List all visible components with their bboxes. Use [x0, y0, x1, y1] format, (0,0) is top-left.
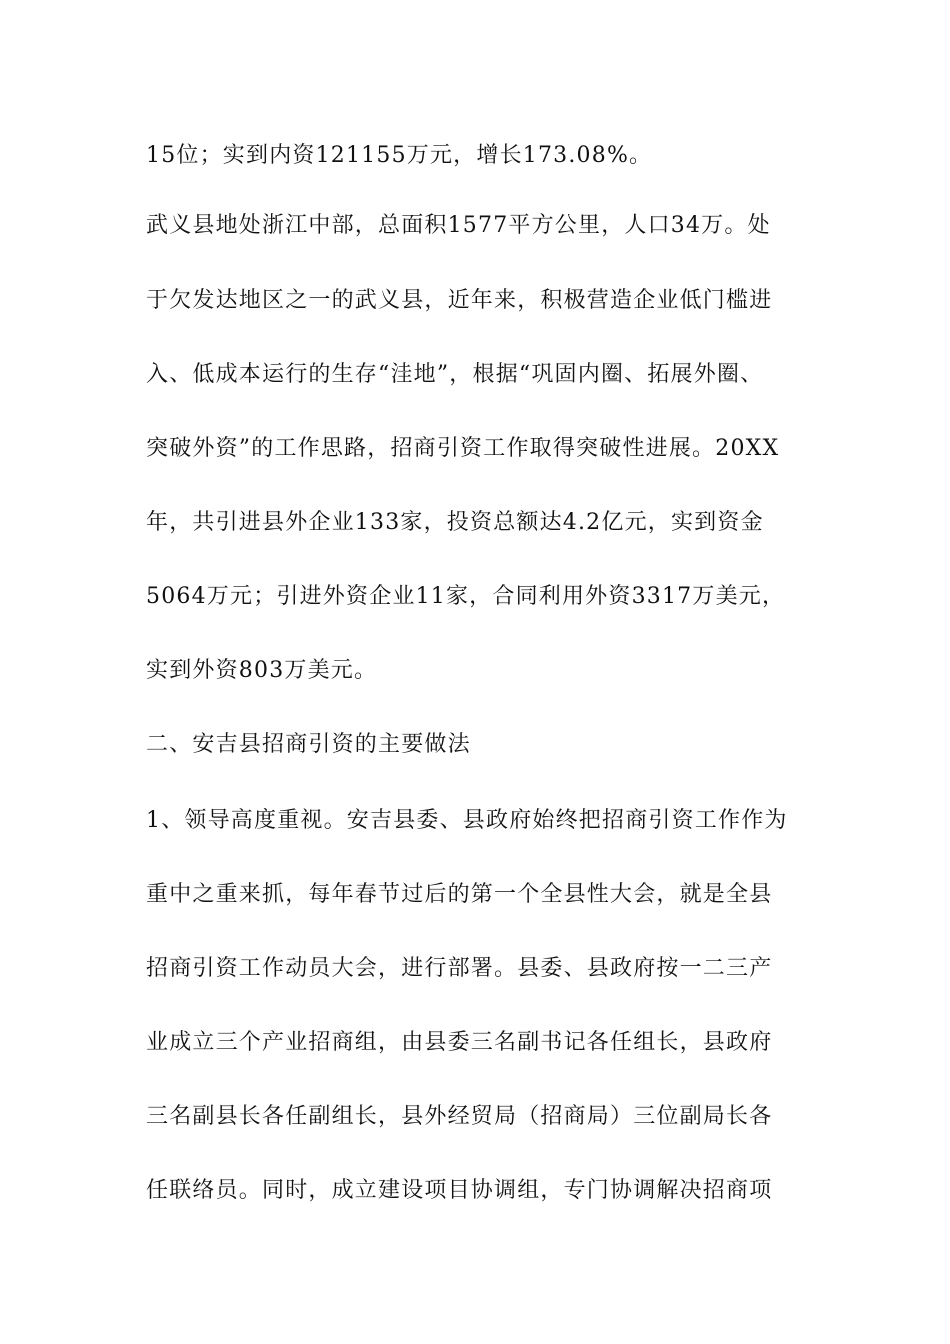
- text-line: 入、低成本运行的生存“洼地”，根据“巩固内圈、拓展外圈、: [146, 362, 764, 387]
- text-line: 招商引资工作动员大会，进行部署。县委、县政府按一二三产: [146, 956, 773, 981]
- section-heading: 二、安吉县招商引资的主要做法: [146, 732, 471, 757]
- text-line: 突破外资”的工作思路，招商引资工作取得突破性进展。20XX: [146, 436, 780, 461]
- text-line: 任联络员。同时，成立建设项目协调组，专门协调解决招商项: [146, 1178, 773, 1203]
- text-line: 年，共引进县外企业133家，投资总额达4.2亿元，实到资金: [146, 510, 764, 535]
- text-line: 业成立三个产业招商组，由县委三名副书记各任组长，县政府: [146, 1030, 773, 1055]
- text-line: 三名副县长各任副组长，县外经贸局（招商局）三位副局长各: [146, 1104, 773, 1129]
- text-line: 武义县地处浙江中部，总面积1577平方公里，人口34万。处: [146, 213, 771, 238]
- text-line: 15位；实到内资121155万元，增长173.08%。: [146, 143, 653, 168]
- text-line: 重中之重来抓，每年春节过后的第一个全县性大会，就是全县: [146, 882, 773, 907]
- text-line: 5064万元；引进外资企业11家，合同利用外资3317万美元，: [146, 584, 786, 609]
- text-line: 实到外资803万美元。: [146, 658, 378, 683]
- text-line: 于欠发达地区之一的武义县，近年来，积极营造企业低门槛进: [146, 288, 773, 313]
- text-line: 1、领导高度重视。安吉县委、县政府始终把招商引资工作作为: [146, 808, 788, 833]
